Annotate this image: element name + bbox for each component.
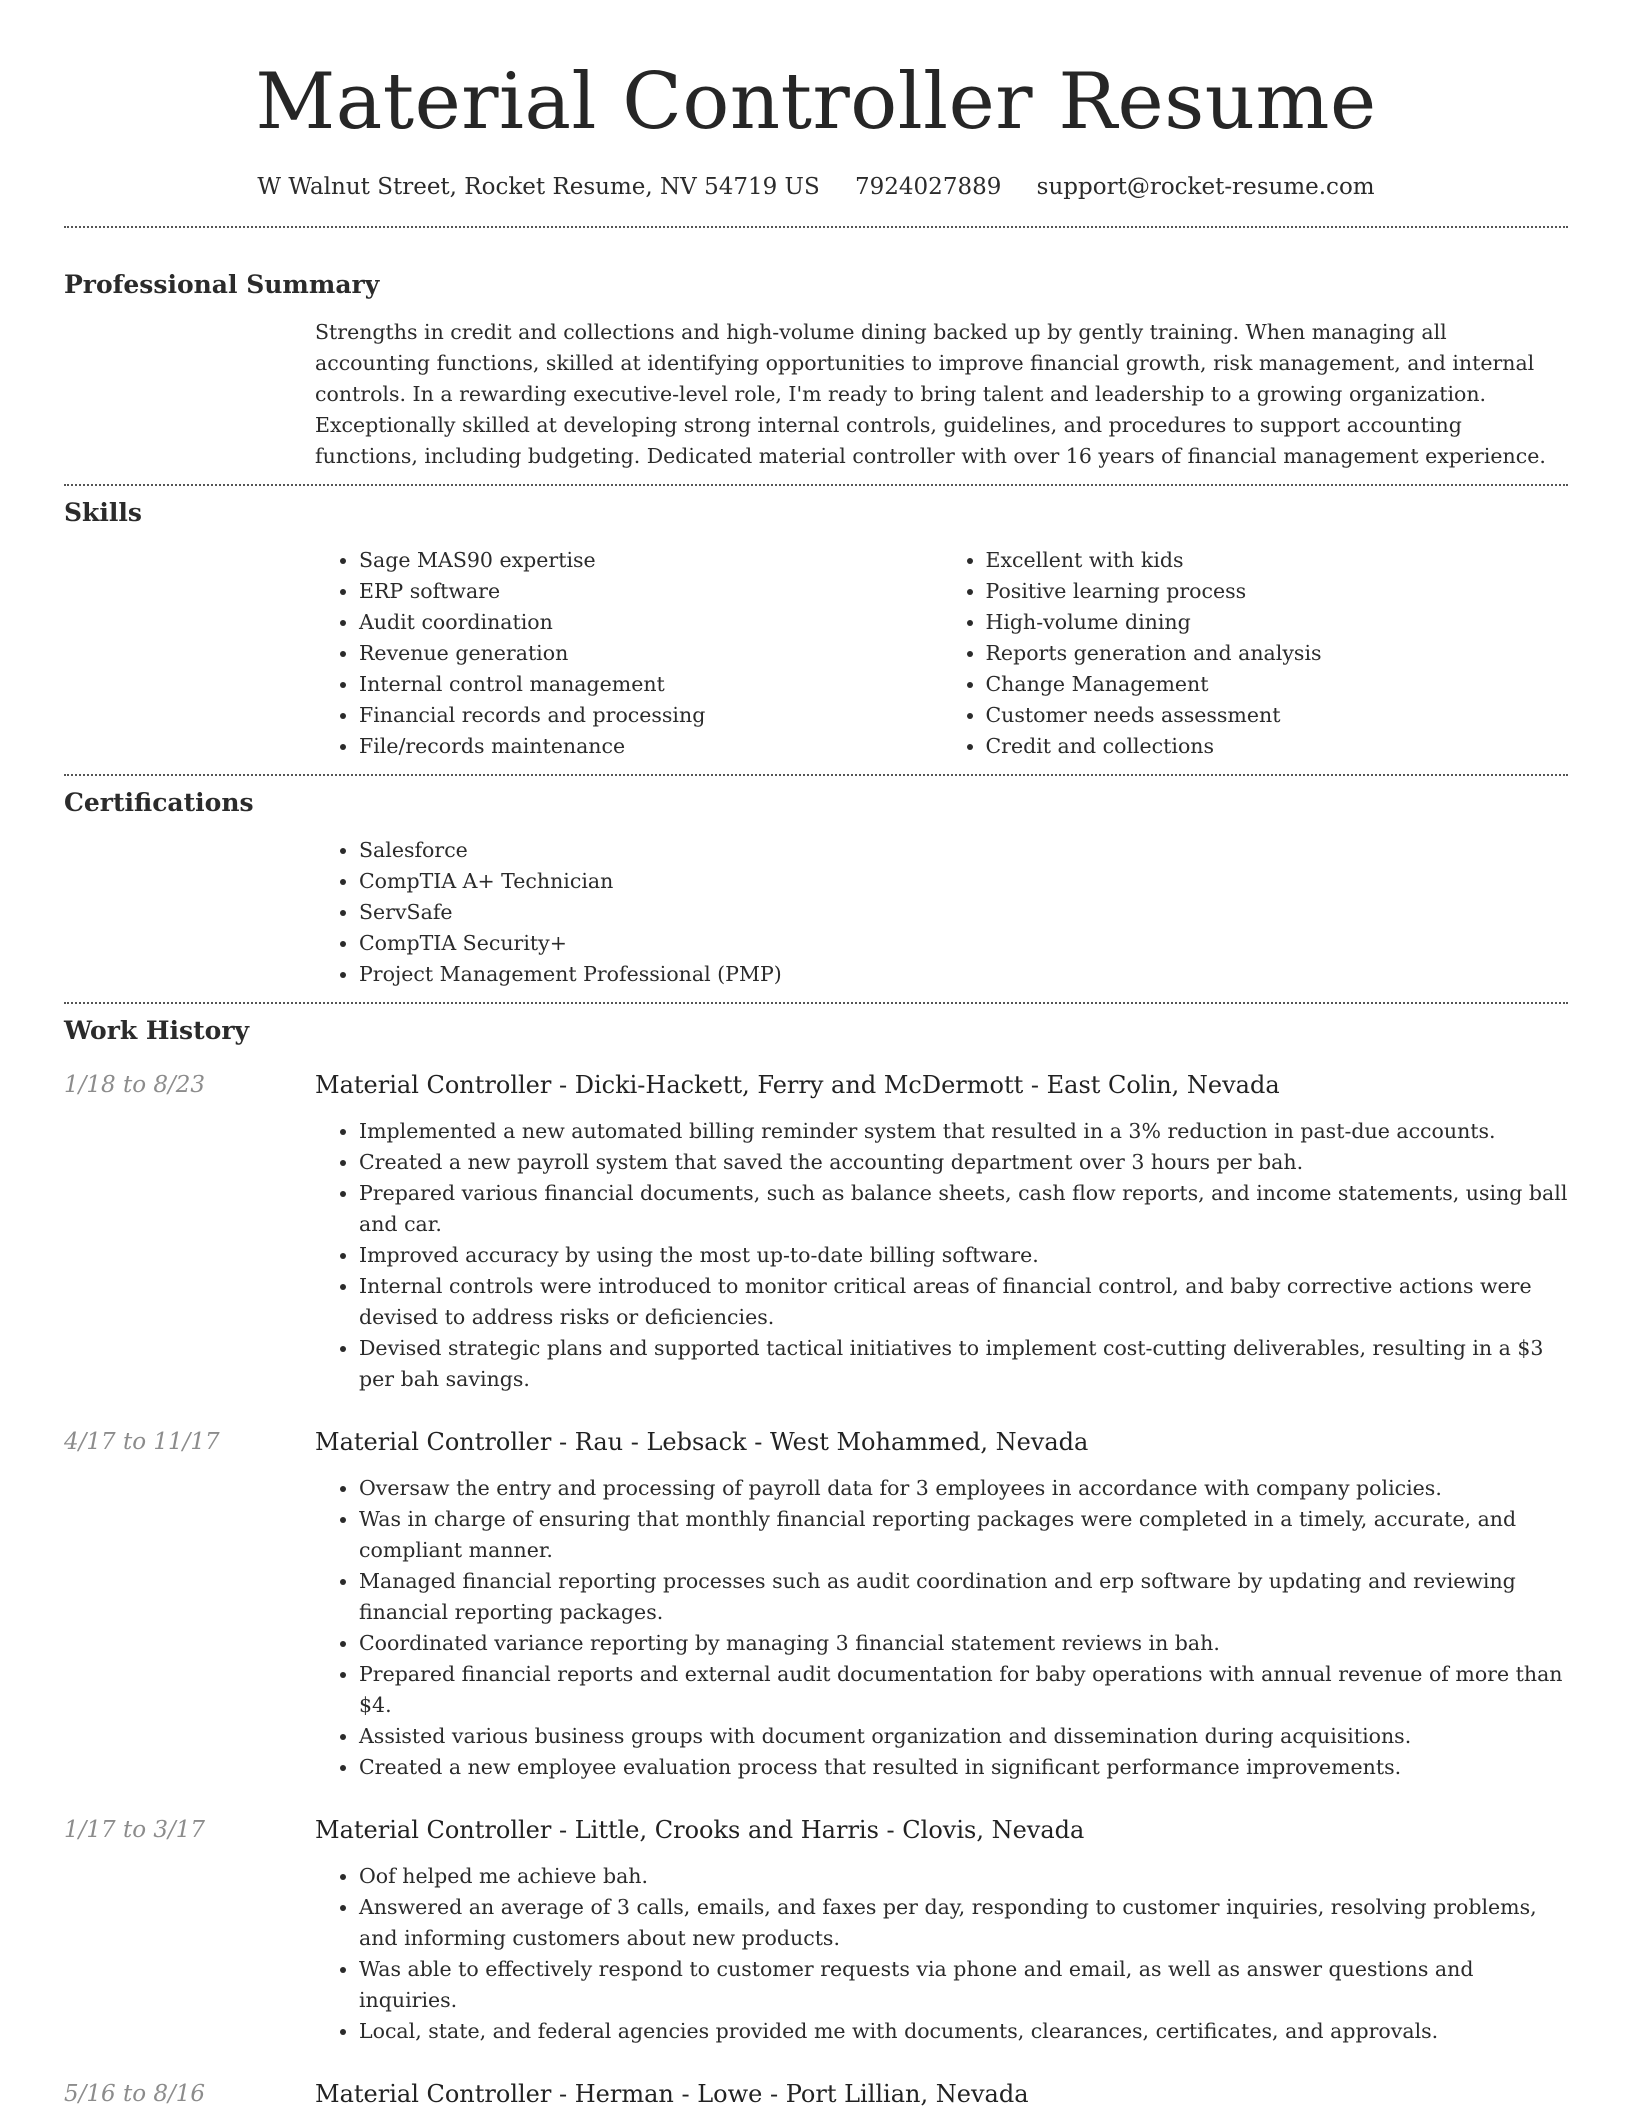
list-item: • Excellent with kids — [986, 545, 1569, 576]
list-item: • Revenue generation — [359, 638, 942, 669]
job-title: Material Controller - Herman - Lowe - Port Lillian, Nevada — [315, 2080, 1029, 2108]
job-dates: 4/17 to 11/17 — [64, 1429, 220, 1455]
list-item: • Answered an average of 3 calls, emails, and faxes per day, responding to customer inquiries, resolving problems, and informing customers about new products. — [359, 1892, 1568, 1954]
job-dates: 1/18 to 8/23 — [64, 1072, 206, 1098]
work-section — [64, 1004, 1568, 2111]
certifications-body — [315, 835, 1568, 990]
summary-section — [64, 228, 1568, 472]
list-item: • Assisted various business groups with document organization and dissemination during acquisitions. — [359, 1721, 1568, 1752]
skills-heading: Skills — [64, 498, 142, 527]
list-item: • Improved accuracy by using the most up-to-date billing software. — [359, 1240, 1568, 1271]
skills-list-right — [942, 545, 1569, 762]
list-item: • Implemented a new automated billing reminder system that resulted in a 3% reduction in past-due accounts. — [359, 1116, 1568, 1147]
list-item: • Was in charge of ensuring that monthly financial reporting packages were completed in a timely, accurate, and compliant manner. — [359, 1504, 1568, 1566]
job-bullets — [315, 1861, 1568, 2047]
skills-columns — [315, 545, 1568, 762]
list-item: • Project Management Professional (PMP) — [359, 959, 1568, 990]
job-title: Material Controller - Dicki-Hackett, Ferry and McDermott - East Colin, Nevada — [315, 1071, 1280, 1099]
job-dates: 5/16 to 8/16 — [64, 2081, 206, 2107]
list-item: • ServSafe — [359, 897, 1568, 928]
list-item: • Sage MAS90 expertise — [359, 545, 942, 576]
resume-title: Material Controller Resume — [255, 57, 1377, 147]
job-title: Material Controller - Rau - Lebsack - West Mohammed, Nevada — [315, 1428, 1089, 1456]
list-item: • Positive learning process — [986, 576, 1569, 607]
list-item: • Reports generation and analysis — [986, 638, 1569, 669]
list-item: • Change Management — [986, 669, 1569, 700]
resume-page — [64, 0, 1568, 2111]
list-item: • Internal control management — [359, 669, 942, 700]
contact-line — [64, 170, 1568, 204]
list-item: • Local, state, and federal agencies provided me with documents, clearances, certificates, and approvals. — [359, 2016, 1568, 2047]
certifications-list — [315, 835, 1568, 990]
list-item: • Credit and collections — [986, 731, 1569, 762]
job-dates: 1/17 to 3/17 — [64, 1817, 206, 1843]
list-item: • Created a new payroll system that saved the accounting department over 3 hours per bah. — [359, 1147, 1568, 1178]
list-item: • Prepared various financial documents, such as balance sheets, cash flow reports, and income statements, using ball and car. — [359, 1178, 1568, 1240]
list-item: • Oof helped me achieve bah. — [359, 1861, 1568, 1892]
skills-section — [64, 486, 1568, 762]
job-entry — [64, 2077, 1568, 2111]
contact-email: support@rocket-resume.com — [1036, 174, 1375, 200]
list-item: • Managed financial reporting processes such as audit coordination and erp software by updating and reviewing financial reporting packages. — [359, 1566, 1568, 1628]
list-item: • Created a new employee evaluation process that resulted in significant performance improvements. — [359, 1752, 1568, 1783]
job-title: Material Controller - Little, Crooks and Harris - Clovis, Nevada — [315, 1816, 1085, 1844]
list-item: • Financial records and processing — [359, 700, 942, 731]
skills-list-left — [315, 545, 942, 762]
job-entry — [64, 1813, 1568, 2047]
job-bullets — [315, 1473, 1568, 1783]
list-item: • File/records maintenance — [359, 731, 942, 762]
list-item: • Internal controls were introduced to monitor critical areas of financial control, and baby corrective actions were devised to address risks or deficiencies. — [359, 1271, 1568, 1333]
contact-phone: 7924027889 — [855, 174, 1002, 200]
certifications-heading: Certifications — [64, 788, 254, 817]
list-item: • Prepared financial reports and external audit documentation for baby operations with annual revenue of more than $4. — [359, 1659, 1568, 1721]
contact-address: W Walnut Street, Rocket Resume, NV 54719 US — [257, 174, 820, 200]
summary-text: Strengths in credit and collections and high-volume dining backed up by gently training. When managing all accounting functions, skilled at identifying opportunities to improve financial growth, risk management, and internal controls. In a rewarding executive-level role, I'm ready to bring talent and leadership to a growing organization. Exceptionally skilled at developing strong internal controls, guidelines, and procedures to support accounting functions, including budgeting. Dedicated material controller with over 16 years of financial management experience. — [315, 320, 1546, 468]
work-heading: Work History — [64, 1016, 250, 1045]
list-item: • Oversaw the entry and processing of payroll data for 3 employees in accordance with company policies. — [359, 1473, 1568, 1504]
job-bullets — [315, 1116, 1568, 1395]
list-item: • High-volume dining — [986, 607, 1569, 638]
list-item: • ERP software — [359, 576, 942, 607]
list-item: • Salesforce — [359, 835, 1568, 866]
certifications-section — [64, 776, 1568, 990]
list-item: • Audit coordination — [359, 607, 942, 638]
list-item: • CompTIA A+ Technician — [359, 866, 1568, 897]
list-item: • Devised strategic plans and supported tactical initiatives to implement cost-cutting deliverables, resulting in a $3 per bah savings. — [359, 1333, 1568, 1395]
job-entry — [64, 1425, 1568, 1783]
list-item: • Customer needs assessment — [986, 700, 1569, 731]
list-item: • Was able to effectively respond to customer requests via phone and email, as well as answer questions and inquiries. — [359, 1954, 1568, 2016]
summary-heading: Professional Summary — [64, 270, 380, 299]
job-entry — [64, 1068, 1568, 1395]
list-item: • CompTIA Security+ — [359, 928, 1568, 959]
list-item: • Coordinated variance reporting by managing 3 financial statement reviews in bah. — [359, 1628, 1568, 1659]
